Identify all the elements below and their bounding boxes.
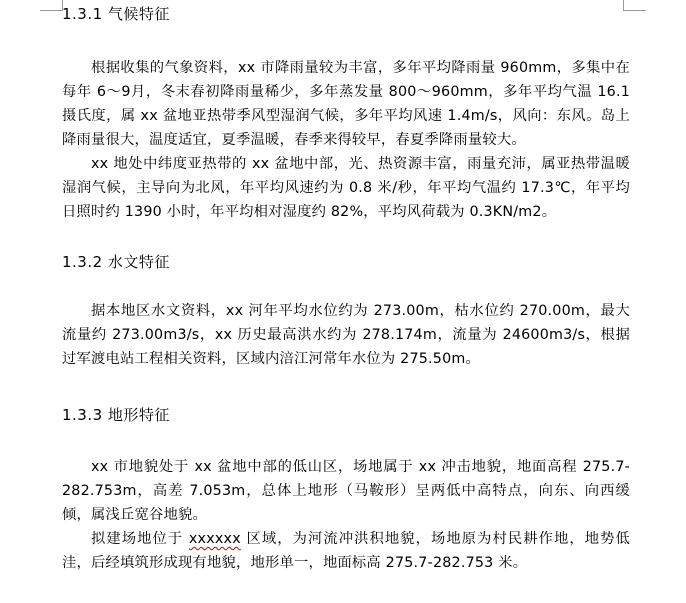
section-hydrology-body xyxy=(62,299,630,371)
section-terrain-body xyxy=(62,455,630,575)
section-heading-hydrology: 1.3.2 水文特征 xyxy=(62,253,170,271)
paragraph-climate-2: xx 地处中纬度亚热带的 xx 盆地中部，光、热资源丰富，雨量充沛，属亚热带温暖湿润气候，主导向为北风，年平均风速约为 0.8 米/秒，年平均气温约 17.3℃，年平均日照时约 1390 小时，年平均相对湿度约 82%，平均风荷载为 0.3KN/m2。 xyxy=(62,156,630,220)
paragraph-terrain-2 xyxy=(62,527,630,575)
section-heading-climate: 1.3.1 气候特征 xyxy=(62,5,170,23)
paragraph-terrain-2-before: 拟建场地位于 xyxy=(91,531,189,547)
page-corner-mark-right xyxy=(623,0,646,11)
paragraph-terrain-2-after: 区域，为河流冲洪积地貌，场地原为村民耕作地，地势低洼，后经填筑形成现有地貌，地形单一，地面标高 275.7-282.753 米。 xyxy=(62,531,630,571)
section-climate-body xyxy=(62,56,630,224)
page-corner-mark-left xyxy=(40,0,63,11)
paragraph-hydrology-1: 据本地区水文资料，xx 河年平均水位约为 273.00m，枯水位约 270.00m，最大流量约 273.00m3/s，xx 历史最高洪水约为 278.174m，流量为 24600m3/s，根据过军渡电站工程相关资料，区域内涪江河常年水位为 275.50m。 xyxy=(62,303,630,367)
spellcheck-underlined-word: xxxxxx xyxy=(188,531,241,547)
paragraph-terrain-1: xx 市地貌处于 xx 盆地中部的低山区，场地属于 xx 冲击地貌，地面高程 275.7-282.753m，高差 7.053m，总体上地形（马鞍形）呈两低中高特点，向东、向西缓倾，属浅丘宽谷地貌。 xyxy=(62,459,630,523)
section-heading-terrain: 1.3.3 地形特征 xyxy=(62,406,170,424)
paragraph-climate-1: 根据收集的气象资料，xx 市降雨量较为丰富，多年平均降雨量 960mm，多集中在每年 6～9月，冬末春初降雨量稀少，多年蒸发量 800～960mm，多年平均气温 16.1摄氏度，属 xx 盆地亚热带季风型湿润气候，多年平均风速 1.4m/s，风向：东风。岛上降雨量很大，温度适宜，夏季温暖，春季来得较早，春夏季降雨量较大。 xyxy=(62,60,630,148)
